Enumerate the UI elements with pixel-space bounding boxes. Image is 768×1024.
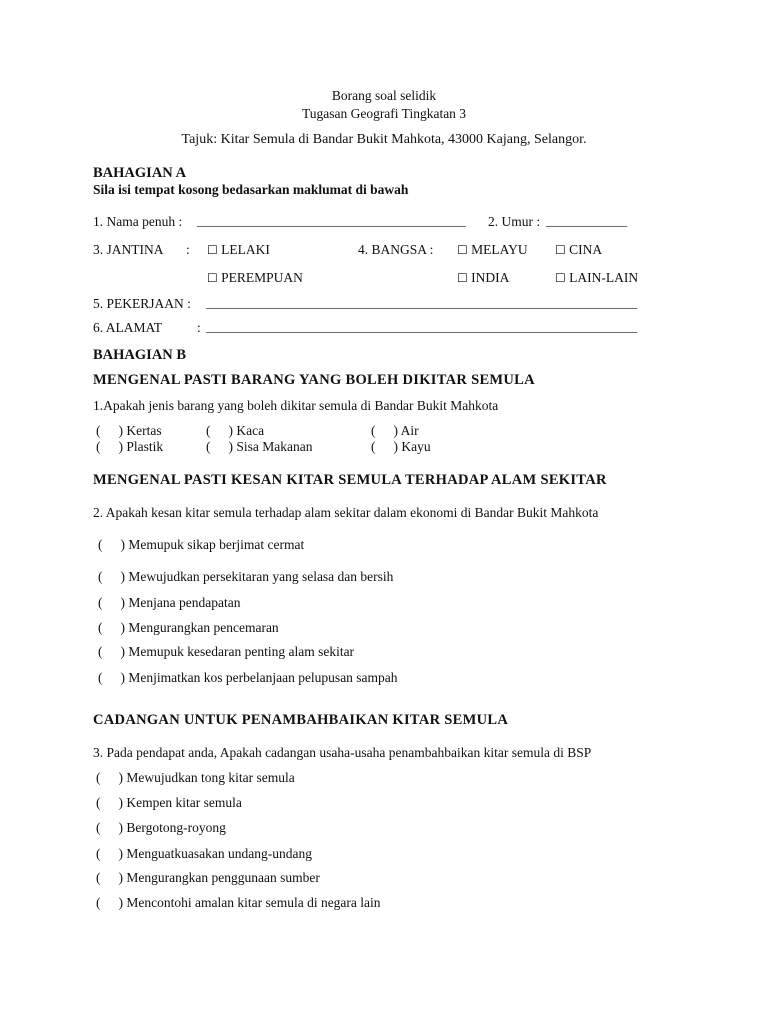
- section-a-title: BAHAGIAN A: [93, 165, 187, 181]
- checkbox-icon[interactable]: ☐: [555, 243, 566, 257]
- q1-option-plastik[interactable]: ( ) Plastik: [96, 439, 164, 454]
- bangsa-label: 4. BANGSA :: [358, 242, 434, 257]
- paren-open: (: [206, 439, 211, 454]
- bangsa-option-melayu[interactable]: ☐ MELAYU: [457, 242, 528, 257]
- paren-open: (: [98, 644, 103, 659]
- option-label: Memupuk kesedaran penting alam sekitar: [128, 644, 355, 659]
- paren-close: ): [228, 423, 233, 438]
- bangsa-option-cina[interactable]: ☐ CINA: [555, 242, 603, 257]
- paren-open: (: [96, 439, 101, 454]
- alamat-label: 6. ALAMAT: [93, 320, 163, 335]
- paren-close: ): [120, 537, 125, 552]
- q2-option-3[interactable]: [98, 595, 240, 611]
- option-label: Menjimatkan kos perbelanjaan pelupusan sampah: [128, 670, 398, 685]
- heading-cadangan: CADANGAN UNTUK PENAMBAHBAIKAN KITAR SEMULA: [93, 712, 509, 728]
- paren-open: (: [371, 423, 376, 438]
- jantina-option-lelaki[interactable]: ☐ LELAKI: [207, 242, 270, 257]
- jantina-colon: :: [186, 242, 190, 257]
- paren-open: (: [96, 870, 101, 885]
- option-label: Mengurangkan pencemaran: [128, 620, 279, 635]
- nama-label: 1. Nama penuh :: [93, 214, 183, 229]
- paren-open: (: [98, 537, 103, 552]
- umur-label: 2. Umur :: [488, 214, 541, 229]
- form-topic: Tajuk: Kitar Semula di Bandar Bukit Mahkota, 43000 Kajang, Selangor.: [181, 132, 587, 147]
- bangsa-option-lain-lain[interactable]: ☐ LAIN-LAIN: [555, 270, 639, 285]
- form-title: Borang soal selidik: [331, 88, 437, 103]
- paren-close: ): [228, 439, 233, 454]
- umur-field[interactable]: _____________: [546, 214, 628, 228]
- question-3: 3. Pada pendapat anda, Apakah cadangan usaha-usaha penambahbaikan kitar semula di BSP: [93, 745, 592, 760]
- q3-option-3[interactable]: [96, 820, 226, 836]
- q1-option-kaca[interactable]: ( ) Kaca: [206, 423, 265, 438]
- paren-open: (: [98, 670, 103, 685]
- nama-field[interactable]: ___________________________________________: [197, 214, 466, 228]
- q1-option-kayu[interactable]: ( ) Kayu: [371, 439, 431, 454]
- pekerjaan-field[interactable]: _____________________________________________________________________: [206, 296, 638, 310]
- checkbox-icon[interactable]: ☐: [555, 271, 566, 285]
- checkbox-icon[interactable]: ☐: [457, 243, 468, 257]
- option-label: Mewujudkan persekitaran yang selasa dan bersih: [128, 569, 394, 584]
- option-label: Memupuk sikap berjimat cermat: [128, 537, 305, 552]
- paren-close: ): [118, 423, 123, 438]
- option-label: Mengurangkan penggunaan sumber: [126, 870, 320, 885]
- paren-open: (: [371, 439, 376, 454]
- option-label: Kempen kitar semula: [126, 795, 242, 810]
- paren-open: (: [96, 423, 101, 438]
- paren-close: ): [118, 795, 123, 810]
- q3-option-5[interactable]: [96, 870, 320, 886]
- paren-close: ): [393, 423, 398, 438]
- q2-option-5[interactable]: [98, 644, 354, 660]
- q1-option-air[interactable]: ( ) Air: [371, 423, 419, 438]
- paren-close: ): [118, 870, 123, 885]
- bangsa-option-india[interactable]: ☐ INDIA: [457, 270, 510, 285]
- q3-option-6[interactable]: [96, 895, 381, 911]
- paren-close: ): [393, 439, 398, 454]
- option-label: Menjana pendapatan: [128, 595, 241, 610]
- alamat-colon: :: [197, 320, 201, 335]
- section-b-title: BAHAGIAN B: [93, 347, 187, 363]
- paren-close: ): [118, 770, 123, 785]
- q2-option-2[interactable]: [98, 569, 393, 585]
- paren-close: ): [118, 846, 123, 861]
- option-label: Mencontohi amalan kitar semula di negara lain: [126, 895, 381, 910]
- paren-close: ): [120, 620, 125, 635]
- checkbox-icon[interactable]: ☐: [207, 243, 218, 257]
- q2-option-1[interactable]: [98, 537, 304, 553]
- section-a-instruction: Sila isi tempat kosong bedasarkan maklumat di bawah: [93, 182, 409, 197]
- option-label: Menguatkuasakan undang-undang: [126, 846, 312, 861]
- paren-open: (: [98, 595, 103, 610]
- q2-option-4[interactable]: [98, 620, 279, 636]
- pekerjaan-label: 5. PEKERJAAN :: [93, 296, 191, 311]
- question-2: 2. Apakah kesan kitar semula terhadap alam sekitar dalam ekonomi di Bandar Bukit Mahkota: [93, 505, 599, 520]
- q3-option-1[interactable]: [96, 770, 295, 786]
- heading-barang: MENGENAL PASTI BARANG YANG BOLEH DIKITAR SEMULA: [93, 372, 535, 388]
- paren-open: (: [206, 423, 211, 438]
- paren-close: ): [120, 670, 125, 685]
- question-1: 1.Apakah jenis barang yang boleh dikitar semula di Bandar Bukit Mahkota: [93, 398, 499, 413]
- paren-open: (: [98, 569, 103, 584]
- paren-close: ): [120, 644, 125, 659]
- paren-close: ): [120, 595, 125, 610]
- paren-open: (: [96, 895, 101, 910]
- q3-option-2[interactable]: [96, 795, 242, 811]
- q1-option-sisa-makanan[interactable]: ( ) Sisa Makanan: [206, 439, 313, 454]
- paren-open: (: [96, 820, 101, 835]
- paren-open: (: [98, 620, 103, 635]
- jantina-option-perempuan[interactable]: ☐ PEREMPUAN: [207, 270, 303, 285]
- form-subtitle: Tugasan Geografi Tingkatan 3: [301, 106, 467, 121]
- paren-open: (: [96, 795, 101, 810]
- paren-open: (: [96, 770, 101, 785]
- option-label: Bergotong-royong: [126, 820, 226, 835]
- paren-close: ): [118, 895, 123, 910]
- option-label: Mewujudkan tong kitar semula: [126, 770, 295, 785]
- checkbox-icon[interactable]: ☐: [457, 271, 468, 285]
- q3-option-4[interactable]: [96, 846, 312, 862]
- q2-option-6[interactable]: [98, 670, 398, 686]
- q1-option-kertas[interactable]: ( ) Kertas: [96, 423, 162, 438]
- paren-close: ): [118, 820, 123, 835]
- paren-open: (: [96, 846, 101, 861]
- jantina-label: 3. JANTINA: [93, 242, 164, 257]
- heading-kesan: MENGENAL PASTI KESAN KITAR SEMULA TERHADAP ALAM SEKITAR: [93, 472, 607, 488]
- checkbox-icon[interactable]: ☐: [207, 271, 218, 285]
- paren-close: ): [118, 439, 123, 454]
- alamat-field[interactable]: _____________________________________________________________________: [206, 320, 638, 334]
- paren-close: ): [120, 569, 125, 584]
